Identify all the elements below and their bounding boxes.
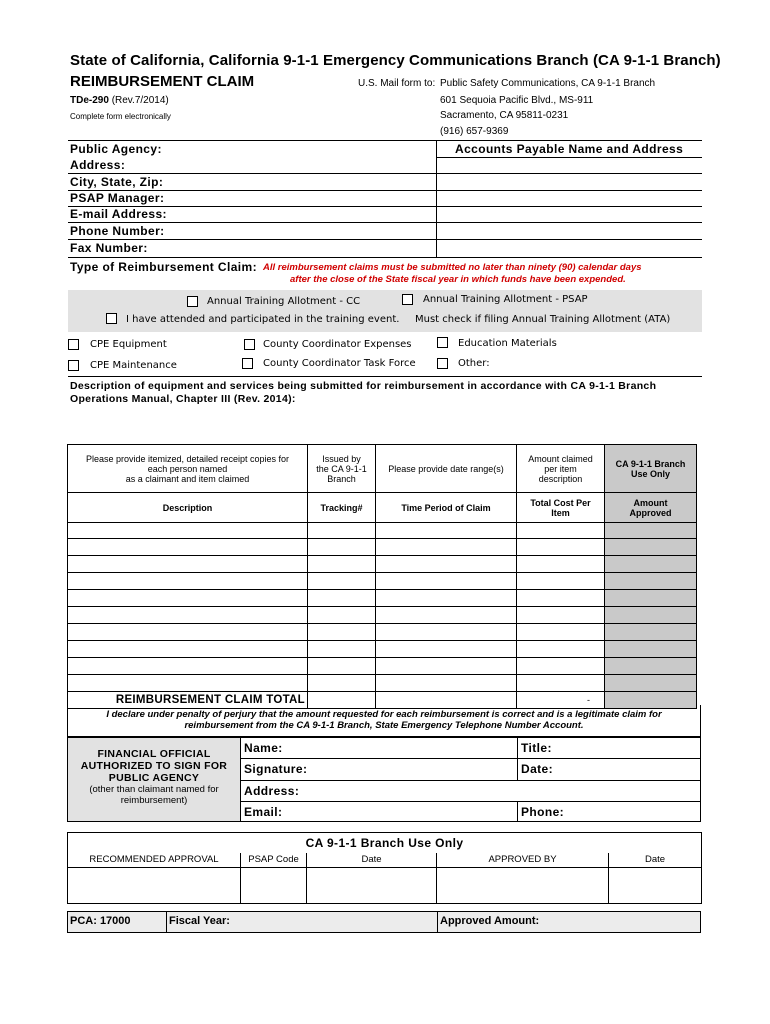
field-email-address[interactable]: E-mail Address:	[70, 207, 167, 221]
header-branch-use: CA 9-1-1 Branch Use Only	[605, 445, 697, 493]
total-value: -	[517, 692, 605, 709]
form-subtitle: REIMBURSEMENT CLAIM	[70, 73, 255, 90]
date-cell[interactable]	[307, 868, 437, 904]
items-table	[67, 444, 697, 709]
phone-field[interactable]: Phone:	[521, 805, 565, 819]
branch-use-title: CA 9-1-1 Branch Use Only	[68, 833, 702, 853]
header-receipt-instructions: Please provide itemized, detailed receipt copies for each person named as a claimant and item claimed	[68, 445, 308, 493]
table-row[interactable]	[68, 641, 697, 658]
email-field[interactable]: Email:	[244, 805, 283, 819]
header-total-cost: Total Cost Per Item	[517, 493, 605, 523]
header-psap-code: PSAP Code	[241, 853, 307, 868]
table-row[interactable]	[68, 590, 697, 607]
accounts-payable-header: Accounts Payable Name and Address	[455, 142, 684, 156]
checkbox-training-cc[interactable]	[187, 296, 198, 307]
header-recommended-approval: RECOMMENDED APPROVAL	[68, 853, 241, 868]
name-field[interactable]: Name:	[244, 741, 283, 755]
branch-use-table	[67, 832, 702, 904]
signature-field[interactable]: Signature:	[244, 762, 308, 776]
approved-amount-field[interactable]: Approved Amount:	[440, 915, 540, 927]
header-date: Date	[307, 853, 437, 868]
fiscal-year-field[interactable]: Fiscal Year:	[169, 915, 230, 927]
header-issued-by: Issued by the CA 9-1-1 Branch	[308, 445, 376, 493]
option-cpe-maintenance: CPE Maintenance	[90, 360, 177, 371]
header-date-range: Please provide date range(s)	[376, 445, 517, 493]
pca-row	[67, 911, 701, 933]
table-row[interactable]	[68, 607, 697, 624]
form-revision: (Rev.7/2014)	[111, 95, 169, 106]
recommended-approval-cell[interactable]	[68, 868, 241, 904]
option-county-task-force: County Coordinator Task Force	[263, 358, 416, 369]
form-number-line	[70, 95, 169, 106]
option-education: Education Materials	[458, 338, 557, 349]
ata-note: Must check if filing Annual Training Allotment (ATA)	[415, 314, 671, 325]
deadline-warning-2: after the close of the State fiscal year in which funds have been expended.	[290, 274, 626, 285]
title-field[interactable]: Title:	[521, 741, 552, 755]
reimbursement-type-label: Type of Reimbursement Claim:	[70, 260, 258, 274]
header-date-2: Date	[609, 853, 702, 868]
header-time-period: Time Period of Claim	[376, 493, 517, 523]
header-description: Description	[68, 493, 308, 523]
table-row[interactable]	[68, 523, 697, 539]
option-training-cc: Annual Training Allotment - CC	[207, 296, 361, 307]
pca-value: PCA: 17000	[70, 915, 131, 927]
table-row[interactable]	[68, 624, 697, 641]
table-row[interactable]	[68, 539, 697, 556]
date-field[interactable]: Date:	[521, 762, 554, 776]
description-instructions-2: Operations Manual, Chapter III (Rev. 2014):	[70, 393, 296, 405]
checkbox-cpe-equipment[interactable]	[68, 339, 79, 350]
field-phone-number[interactable]: Phone Number:	[70, 224, 165, 238]
mail-line: 601 Sequoia Pacific Blvd., MS-911	[440, 95, 594, 106]
total-label: REIMBURSEMENT CLAIM TOTAL	[68, 692, 308, 709]
field-psap-manager[interactable]: PSAP Manager:	[70, 191, 165, 205]
option-other: Other:	[458, 358, 490, 369]
field-address[interactable]: Address:	[70, 158, 126, 172]
description-instructions: Description of equipment and services being submitted for reimbursement in accordance with CA 9-1-1 Branch	[70, 380, 657, 392]
header-amount-claimed: Amount claimed per item description	[517, 445, 605, 493]
table-row[interactable]	[68, 675, 697, 692]
checkbox-cpe-maintenance[interactable]	[68, 360, 79, 371]
option-cpe-equipment: CPE Equipment	[90, 339, 167, 350]
table-row[interactable]	[68, 556, 697, 573]
option-attended: I have attended and participated in the training event.	[126, 314, 400, 325]
field-fax-number[interactable]: Fax Number:	[70, 241, 148, 255]
training-section	[68, 290, 702, 332]
mail-line: Public Safety Communications, CA 9-1-1 Branch	[440, 78, 656, 89]
checkbox-county-task-force[interactable]	[242, 358, 253, 369]
header-tracking: Tracking#	[308, 493, 376, 523]
approved-by-cell[interactable]	[437, 868, 609, 904]
declaration-text-2: reimbursement from the CA 9-1-1 Branch, State Emergency Telephone Number Account.	[184, 720, 584, 731]
form-title: State of California, California 9-1-1 Emergency Communications Branch (CA 9-1-1 Branch)	[70, 52, 721, 69]
header-approved-by: APPROVED BY	[437, 853, 609, 868]
checkbox-county-expenses[interactable]	[244, 339, 255, 350]
declaration-text: I declare under penalty of perjury that the amount requested for each reimbursement is correct and is a legitimate claim for	[106, 709, 662, 720]
checkbox-education[interactable]	[437, 337, 448, 348]
table-row[interactable]	[68, 658, 697, 675]
checkbox-training-psap[interactable]	[402, 294, 413, 305]
psap-code-cell[interactable]	[241, 868, 307, 904]
checkbox-attended[interactable]	[106, 313, 117, 324]
table-row[interactable]	[68, 573, 697, 590]
option-county-expenses: County Coordinator Expenses	[263, 339, 412, 350]
form-number: TDe-290	[70, 95, 109, 106]
form-note: Complete form electronically	[70, 112, 171, 121]
date-cell-2[interactable]	[609, 868, 702, 904]
address-field[interactable]: Address:	[244, 784, 300, 798]
field-city-state-zip[interactable]: City, State, Zip:	[70, 175, 164, 189]
option-training-psap: Annual Training Allotment - PSAP	[423, 294, 588, 305]
header-amount-approved: Amount Approved	[605, 493, 697, 523]
mail-label: U.S. Mail form to:	[358, 78, 436, 89]
deadline-warning: All reimbursement claims must be submitted no later than ninety (90) calendar days	[263, 262, 642, 273]
signer-label: FINANCIAL OFFICIAL AUTHORIZED TO SIGN FOR PUBLIC AGENCY (other than claimant named for reimbursement)	[68, 738, 240, 821]
declaration-box	[67, 705, 701, 737]
checkbox-other[interactable]	[437, 358, 448, 369]
mail-line: Sacramento, CA 95811-0231	[440, 110, 569, 121]
mail-line: (916) 657-9369	[440, 126, 509, 137]
field-public-agency[interactable]: Public Agency:	[70, 142, 162, 156]
